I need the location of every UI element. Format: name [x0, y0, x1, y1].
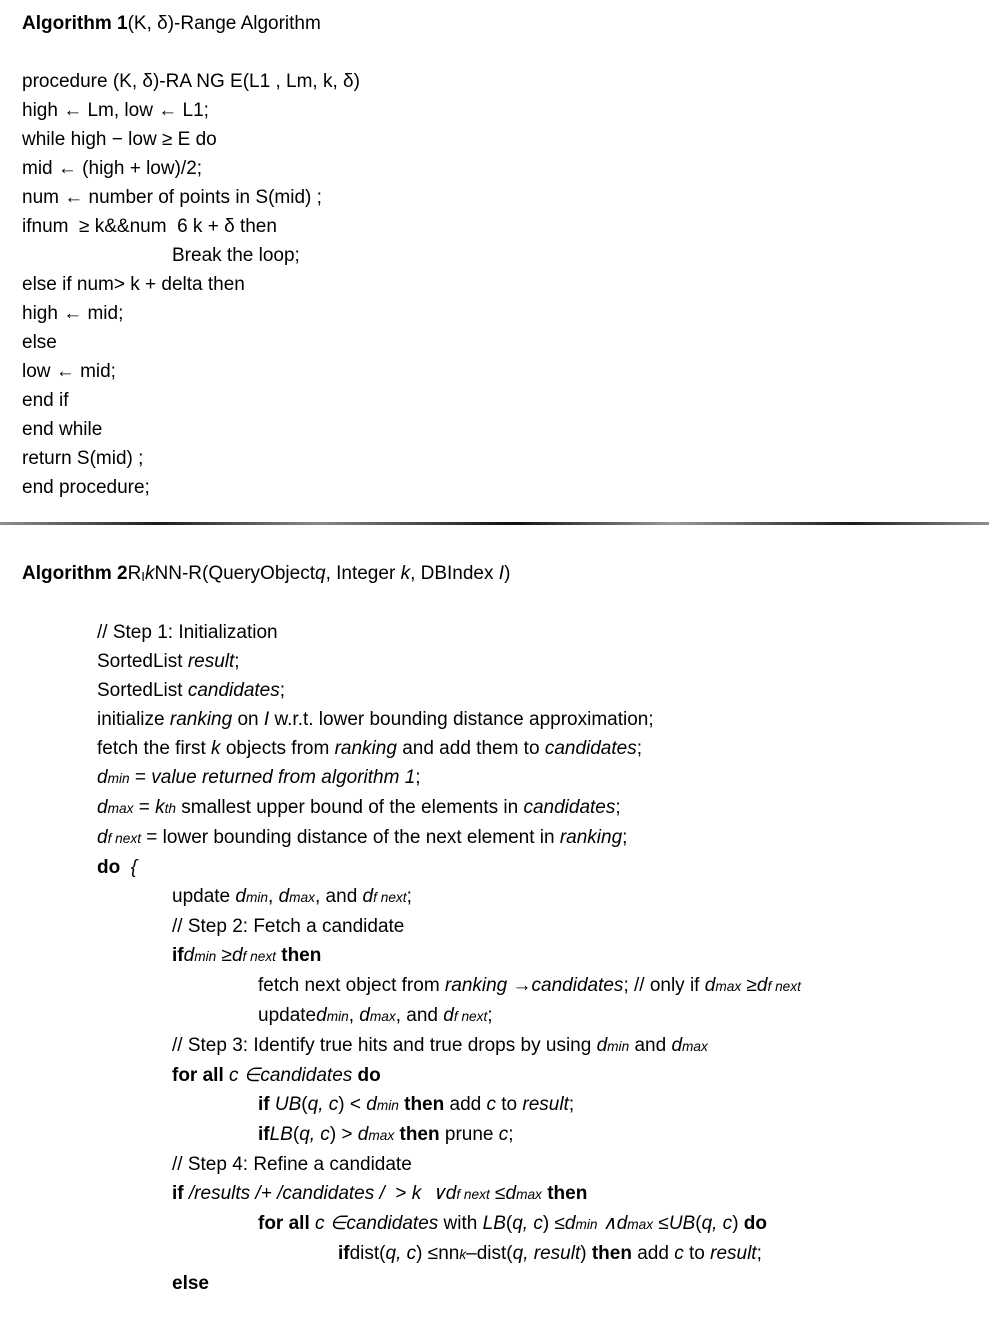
text-segment: ;	[508, 1124, 514, 1145]
text-segment: if	[338, 1243, 350, 1264]
text-segment: q, c	[701, 1213, 733, 1234]
text-segment: min	[575, 1217, 598, 1232]
text-segment: max	[369, 1009, 396, 1024]
text-segment: (	[301, 1094, 308, 1115]
code-line	[0, 647, 989, 676]
text-segment: c	[498, 1124, 509, 1145]
code-line	[0, 212, 989, 241]
text-segment: f next	[456, 1187, 490, 1202]
text-segment: if	[172, 1183, 184, 1204]
code-line	[0, 1209, 989, 1239]
text-segment: smallest upper bound of the elements in	[175, 797, 524, 818]
text-segment: ≥	[221, 945, 232, 966]
text-segment: and	[629, 1035, 672, 1056]
text-segment: Algorithm 1	[22, 13, 128, 34]
text-segment: d	[97, 767, 108, 788]
text-segment: f next	[107, 831, 142, 846]
text-segment: ; // only if	[623, 975, 705, 996]
code-line	[0, 823, 989, 853]
text-segment: f next	[373, 890, 407, 905]
text-segment: if	[172, 945, 184, 966]
text-segment: result	[187, 651, 235, 672]
text-segment: nn	[438, 1243, 460, 1264]
text-segment: ∈	[329, 1213, 347, 1234]
text-segment: →	[507, 975, 532, 996]
text-segment: q, c	[512, 1213, 543, 1234]
code-line	[0, 912, 989, 941]
text-segment: procedure (K, δ)-RA NG E(L1 , Lm, k, δ)	[22, 71, 360, 92]
code-line	[0, 1090, 989, 1120]
text-segment: {	[130, 857, 138, 878]
text-segment: min	[194, 949, 217, 964]
text-segment: for all	[172, 1065, 224, 1086]
text-segment: to	[683, 1243, 711, 1264]
text-segment: , DBIndex	[410, 563, 499, 584]
text-segment: ranking	[169, 709, 233, 730]
text-segment: d	[357, 1124, 369, 1145]
text-segment: d	[97, 797, 108, 818]
code-line	[0, 386, 989, 415]
text-segment: initialize	[97, 709, 170, 730]
text-segment: ≥	[746, 975, 757, 996]
text-segment: d	[671, 1035, 683, 1056]
text-segment: ) >	[329, 1124, 358, 1145]
text-segment: end if	[22, 390, 69, 411]
text-segment: q, result	[512, 1243, 581, 1264]
code-line	[0, 676, 989, 705]
text-segment: mid ← (high + low)/2;	[22, 158, 203, 179]
text-segment: =	[129, 767, 152, 788]
text-segment: I	[263, 709, 270, 730]
text-segment: d	[756, 975, 768, 996]
code-line	[0, 705, 989, 734]
code-line	[0, 618, 989, 647]
text-segment: ranking	[334, 738, 397, 759]
text-segment: max	[107, 801, 134, 816]
text-segment: ∨	[431, 1183, 446, 1204]
code-line	[0, 882, 989, 912]
text-segment: d	[97, 827, 108, 848]
text-segment: ) <	[338, 1094, 367, 1115]
code-line	[0, 415, 989, 444]
text-segment: ;	[568, 1094, 575, 1115]
text-segment: f next	[242, 949, 276, 964]
text-segment: max	[682, 1039, 708, 1054]
text-segment: c	[674, 1243, 684, 1264]
text-segment: w.r.t. lower bounding distance approximation;	[269, 709, 654, 730]
code-line	[0, 473, 989, 502]
text-segment: d	[505, 1183, 517, 1204]
text-segment: )	[504, 563, 511, 584]
text-segment: d	[564, 1213, 576, 1234]
code-line	[0, 299, 989, 328]
code-line	[0, 1239, 989, 1269]
code-line	[0, 270, 989, 299]
text-segment: and add them to	[396, 738, 545, 759]
text-segment: d	[366, 1094, 377, 1115]
text-segment: fetch the first	[97, 738, 212, 759]
code-line	[0, 241, 989, 270]
text-segment: with	[438, 1213, 483, 1234]
text-segment: q	[314, 563, 326, 584]
code-line	[0, 1179, 989, 1209]
text-segment: UB	[274, 1094, 302, 1115]
text-segment: )	[416, 1243, 428, 1264]
algorithm-2-title	[0, 559, 989, 589]
text-segment	[120, 857, 131, 878]
text-segment: >	[384, 1183, 412, 1204]
text-segment: then	[404, 1094, 445, 1115]
text-segment: then	[399, 1124, 440, 1145]
text-segment: ∈	[243, 1065, 261, 1086]
text-segment: = lower bounding distance of the next element in	[141, 827, 560, 848]
text-segment: on	[232, 709, 264, 730]
text-segment: NN-R(QueryObject	[154, 563, 315, 584]
text-segment: max	[368, 1128, 395, 1143]
text-segment: candidates	[523, 797, 616, 818]
text-segment: k	[211, 738, 221, 759]
code-line	[0, 941, 989, 971]
text-segment: q, c	[307, 1094, 339, 1115]
code-line	[0, 971, 989, 1001]
text-segment: do	[97, 857, 121, 878]
text-segment: ;	[279, 680, 286, 701]
text-segment: ;	[636, 738, 642, 759]
section-divider	[0, 522, 989, 525]
text-segment: to	[496, 1094, 523, 1115]
text-segment: ;	[406, 886, 412, 907]
text-segment: fetch next object from	[258, 975, 445, 996]
text-segment: min	[607, 1039, 630, 1054]
text-segment: I	[141, 569, 145, 585]
code-line	[0, 853, 989, 882]
text-segment: min	[326, 1009, 349, 1024]
text-segment: candidates	[544, 738, 637, 759]
text-segment: max	[289, 890, 315, 905]
text-segment: k	[155, 797, 165, 818]
text-segment: d	[316, 1005, 327, 1026]
text-segment: dist(	[349, 1243, 386, 1264]
code-line	[0, 125, 989, 154]
code-line	[0, 589, 989, 618]
code-line	[0, 183, 989, 212]
text-segment: d	[231, 945, 243, 966]
text-segment: ≤	[554, 1213, 565, 1234]
text-segment: , and	[395, 1005, 444, 1026]
text-segment: ,	[268, 886, 279, 907]
text-segment: )	[732, 1213, 744, 1234]
code-line	[0, 67, 989, 96]
code-line	[0, 444, 989, 473]
text-segment: c	[229, 1065, 239, 1086]
text-segment: candidates	[346, 1213, 439, 1234]
text-segment: result	[522, 1094, 569, 1115]
text-segment: else if num> k + delta then	[22, 274, 245, 295]
text-segment: –dist(	[466, 1243, 513, 1264]
text-segment: ;	[487, 1005, 493, 1026]
algorithm-1-title	[0, 9, 989, 38]
text-segment: q, c	[299, 1124, 330, 1145]
text-segment: f next	[767, 979, 801, 994]
text-segment: candidates	[531, 975, 624, 996]
text-segment: f next	[453, 1009, 488, 1024]
code-line	[0, 357, 989, 386]
text-segment	[421, 1183, 432, 1204]
code-line	[0, 1269, 989, 1298]
text-segment: min	[107, 771, 130, 786]
text-segment: LB	[482, 1213, 506, 1234]
text-segment: max	[516, 1187, 542, 1202]
text-segment: ∧	[602, 1213, 617, 1234]
text-segment: d	[278, 886, 290, 907]
text-segment: high ← Lm, low ← L1;	[22, 100, 209, 121]
text-segment: UB	[668, 1213, 696, 1234]
text-segment: Break the loop;	[172, 245, 300, 266]
text-segment: k	[411, 1183, 422, 1204]
text-segment: )	[580, 1243, 592, 1264]
text-segment: candidates	[187, 680, 280, 701]
text-segment: k	[145, 563, 155, 584]
text-segment: d	[359, 1005, 370, 1026]
text-segment: ;	[756, 1243, 762, 1264]
code-line	[0, 38, 989, 67]
text-segment: th	[164, 801, 176, 816]
text-segment: ;	[415, 767, 421, 788]
text-segment: , and	[315, 886, 363, 907]
text-segment: =	[133, 797, 156, 818]
text-segment: candidates	[260, 1065, 353, 1086]
text-segment: then	[591, 1243, 632, 1264]
text-segment: d	[704, 975, 716, 996]
text-segment: if	[258, 1124, 270, 1145]
text-segment: // Step 2: Fetch a candidate	[172, 916, 405, 937]
text-segment: k	[459, 1247, 467, 1262]
text-segment: (K, δ)-Range Algorithm	[127, 13, 321, 34]
text-segment: d	[445, 1183, 457, 1204]
text-segment: // Step 4: Refine a candidate	[172, 1154, 412, 1175]
text-segment: end while	[22, 419, 103, 440]
text-segment: ;	[615, 797, 621, 818]
code-line	[0, 154, 989, 183]
text-segment: d	[235, 886, 246, 907]
text-segment: while high − low ≥ E do	[22, 129, 217, 150]
text-segment: end procedure;	[22, 477, 150, 498]
text-segment: d	[443, 1005, 454, 1026]
code-line	[0, 328, 989, 357]
text-segment: // Step 1: Initialization	[97, 622, 278, 643]
text-segment: ,	[348, 1005, 360, 1026]
text-segment: ≤	[427, 1243, 439, 1264]
code-line	[0, 1001, 989, 1031]
text-segment: I	[498, 563, 505, 584]
algorithm-2-body	[0, 589, 989, 1298]
text-segment: max	[715, 979, 742, 994]
text-segment: (	[292, 1124, 300, 1145]
text-segment: SortedList	[97, 651, 188, 672]
text-segment: else	[172, 1273, 209, 1294]
text-segment: ≤	[495, 1183, 506, 1204]
text-segment: update	[172, 886, 236, 907]
text-segment: else	[22, 332, 57, 353]
text-segment: // Step 3: Identify true hits and true drops by using	[172, 1035, 597, 1056]
text-segment: objects from	[220, 738, 335, 759]
text-segment: result	[710, 1243, 757, 1264]
code-line	[0, 734, 989, 763]
text-segment: for all	[258, 1213, 310, 1234]
text-segment: c	[315, 1213, 325, 1234]
text-segment: min	[245, 890, 269, 905]
text-segment: ifnum ≥ k&&num 6 k + δ then	[22, 216, 277, 237]
text-segment: ranking	[444, 975, 508, 996]
text-segment: max	[627, 1217, 654, 1232]
text-segment: value returned from algorithm 1	[151, 767, 416, 788]
code-line	[0, 1061, 989, 1090]
text-segment: SortedList	[97, 680, 188, 701]
text-segment: low ← mid;	[22, 361, 116, 382]
text-segment: add	[631, 1243, 675, 1264]
text-segment: (	[505, 1213, 513, 1234]
text-segment: ranking	[559, 827, 623, 848]
code-line	[0, 793, 989, 823]
text-segment: do	[743, 1213, 768, 1234]
text-segment: Algorithm 2	[22, 563, 128, 584]
code-line	[0, 763, 989, 793]
text-segment: d	[596, 1035, 608, 1056]
text-segment: high ← mid;	[22, 303, 124, 324]
text-segment: )	[542, 1213, 555, 1234]
text-segment: , Integer	[325, 563, 401, 584]
text-segment: prune	[439, 1124, 499, 1145]
text-segment: ≤	[658, 1213, 669, 1234]
code-line	[0, 1120, 989, 1150]
text-segment: q, c	[385, 1243, 417, 1264]
code-line	[0, 1150, 989, 1179]
text-segment: add	[444, 1094, 487, 1115]
text-segment: /results /+ /candidates /	[188, 1183, 385, 1204]
code-line	[0, 96, 989, 125]
text-segment: ;	[622, 827, 628, 848]
code-line	[0, 1031, 989, 1061]
text-segment: if	[258, 1094, 270, 1115]
algorithm-1-body	[0, 38, 989, 502]
text-segment: (	[695, 1213, 702, 1234]
text-segment: min	[376, 1098, 399, 1113]
text-segment: num ← number of points in S(mid) ;	[22, 187, 322, 208]
text-segment: c	[486, 1094, 496, 1115]
text-segment: d	[183, 945, 195, 966]
text-segment: k	[400, 563, 411, 584]
text-segment: d	[616, 1213, 628, 1234]
text-segment: then	[547, 1183, 588, 1204]
text-segment: d	[362, 886, 374, 907]
text-segment: update	[258, 1005, 317, 1026]
text-segment: then	[281, 945, 322, 966]
text-segment: return S(mid) ;	[22, 448, 144, 469]
text-segment: do	[357, 1065, 381, 1086]
text-segment: LB	[269, 1124, 293, 1145]
text-segment: R	[127, 563, 142, 584]
text-segment: ;	[234, 651, 240, 672]
